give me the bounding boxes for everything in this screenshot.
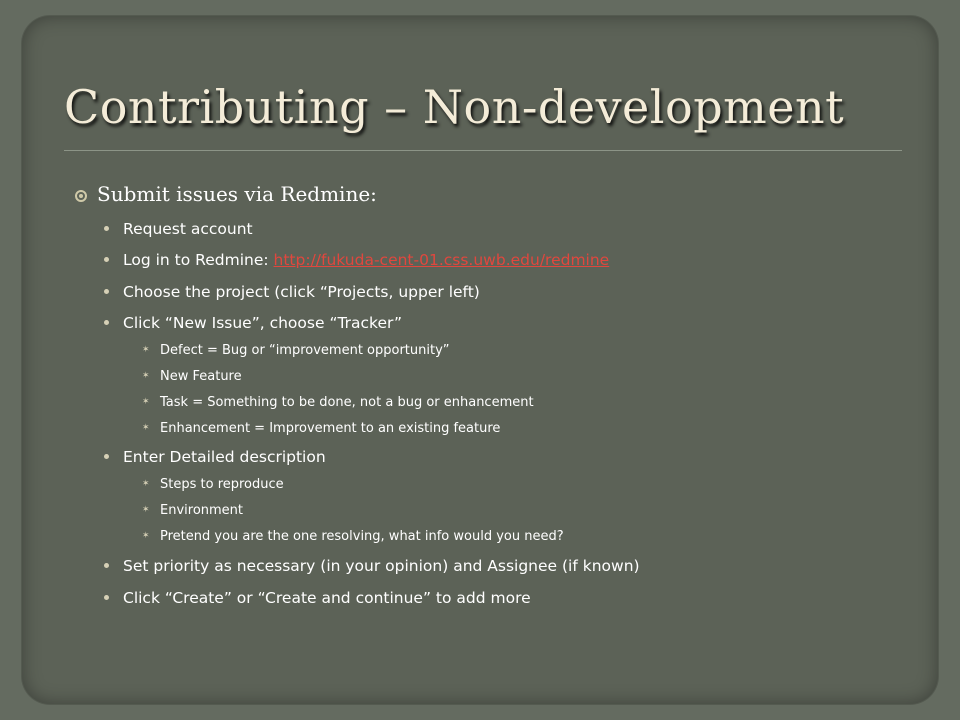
bullet-dot-icon bbox=[104, 595, 109, 600]
bullet-text: Request account bbox=[123, 220, 253, 238]
bullet-dot-icon bbox=[104, 563, 109, 568]
bullet-text: Choose the project (click “Projects, upper left) bbox=[123, 283, 480, 301]
sub-bullet-icon: ✶ bbox=[142, 397, 150, 407]
bullet-priority bbox=[104, 557, 640, 575]
tracker-text: Defect = Bug or “improvement opportunity” bbox=[160, 343, 450, 358]
redmine-link[interactable]: http://fukuda-cent-01.css.uwb.edu/redmine bbox=[273, 251, 610, 269]
circle-bullet-icon bbox=[75, 190, 87, 202]
description-text: Environment bbox=[160, 503, 244, 518]
bullet-text: Enter Detailed description bbox=[123, 448, 326, 466]
main-bullet bbox=[75, 182, 377, 206]
bullet-request-account bbox=[104, 220, 253, 238]
bullet-description bbox=[104, 448, 326, 466]
bullet-dot-icon bbox=[104, 454, 109, 459]
tracker-text: Enhancement = Improvement to an existing feature bbox=[160, 421, 501, 436]
sub-bullet-icon: ✶ bbox=[142, 371, 150, 381]
tracker-text: New Feature bbox=[160, 369, 242, 384]
bullet-create bbox=[104, 589, 531, 607]
bullet-text: Click “New Issue”, choose “Tracker” bbox=[123, 314, 403, 332]
sub-bullet-icon: ✶ bbox=[142, 423, 150, 433]
tracker-item bbox=[142, 421, 500, 436]
bullet-choose-project bbox=[104, 283, 480, 301]
description-item bbox=[142, 477, 284, 492]
description-text: Pretend you are the one resolving, what info would you need? bbox=[160, 529, 564, 544]
tracker-item bbox=[142, 369, 242, 384]
bullet-dot-icon bbox=[104, 289, 109, 294]
bullet-text: Click “Create” or “Create and continue” to add more bbox=[123, 589, 531, 607]
bullet-login bbox=[104, 251, 609, 269]
sub-bullet-icon: ✶ bbox=[142, 505, 150, 515]
bullet-dot-icon bbox=[104, 257, 109, 262]
slide-title: Contributing – Non-development bbox=[64, 80, 845, 134]
description-text: Steps to reproduce bbox=[160, 477, 284, 492]
tracker-text: Task = Something to be done, not a bug or enhancement bbox=[160, 395, 534, 410]
sub-bullet-icon: ✶ bbox=[142, 531, 150, 541]
tracker-item bbox=[142, 395, 534, 410]
description-item bbox=[142, 503, 243, 518]
bullet-text: Set priority as necessary (in your opinion) and Assignee (if known) bbox=[123, 557, 640, 575]
bullet-dot-icon bbox=[104, 320, 109, 325]
main-bullet-text: Submit issues via Redmine: bbox=[97, 182, 377, 206]
bullet-text: Log in to Redmine: bbox=[123, 251, 274, 269]
bullet-dot-icon bbox=[104, 226, 109, 231]
sub-bullet-icon: ✶ bbox=[142, 479, 150, 489]
description-item bbox=[142, 529, 564, 544]
tracker-item bbox=[142, 343, 450, 358]
bullet-new-issue bbox=[104, 314, 402, 332]
sub-bullet-icon: ✶ bbox=[142, 345, 150, 355]
